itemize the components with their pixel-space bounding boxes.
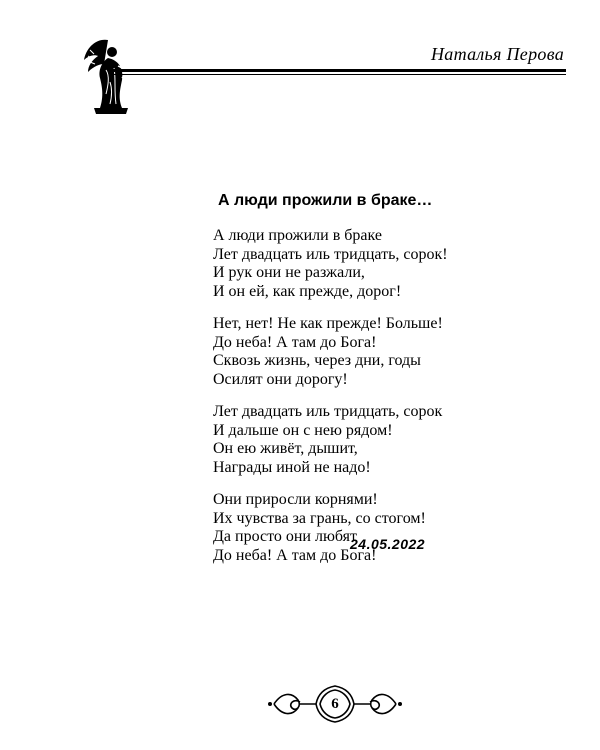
author-name: Наталья Перова [430, 44, 564, 64]
poem-line: Нет, нет! Не как прежде! Больше! [213, 315, 443, 332]
header-rule [112, 69, 566, 72]
poem-line: И он ей, как прежде, дорог! [213, 282, 402, 300]
poem-title: А люди прожили в браке… [218, 192, 433, 209]
poem-body [213, 227, 448, 579]
poem-line: Награды иной не надо! [213, 458, 371, 476]
stanza-2 [213, 315, 448, 389]
poem-line: Сквозь жизнь, через дни, годы [213, 352, 421, 369]
poem-line: Лет двадцать иль тридцать, сорок [213, 403, 443, 420]
poem-line: Осилят они дорогу! [213, 370, 348, 388]
poem-line: Он ею живёт, дышит, [213, 440, 358, 457]
stanza-4 [213, 491, 448, 565]
page-footer [0, 680, 600, 740]
stanza-3 [213, 403, 448, 477]
poem-line: А люди прожили в браке [213, 227, 382, 244]
page-header [0, 0, 600, 120]
angel-icon [78, 34, 132, 116]
header-rule-thin [112, 74, 566, 75]
poem-line: Да просто они любят [213, 528, 358, 545]
page-number: 6 [331, 696, 339, 712]
poem-line: Их чувства за грань, со стогом! [213, 509, 426, 527]
poem-line: И дальше он с нею рядом! [213, 421, 393, 439]
poem-line: До неба! А там до Бога! [213, 333, 377, 351]
stanza-1 [213, 227, 448, 301]
poem-line: И рук они не разжали, [213, 264, 365, 281]
poem-line: До неба! А там до Бога! [213, 546, 377, 564]
poem-date: 24.05.2022 [350, 536, 426, 552]
poem-line: Они приросли корнями! [213, 491, 378, 508]
poem-line: Лет двадцать иль тридцать, сорок! [213, 245, 448, 263]
